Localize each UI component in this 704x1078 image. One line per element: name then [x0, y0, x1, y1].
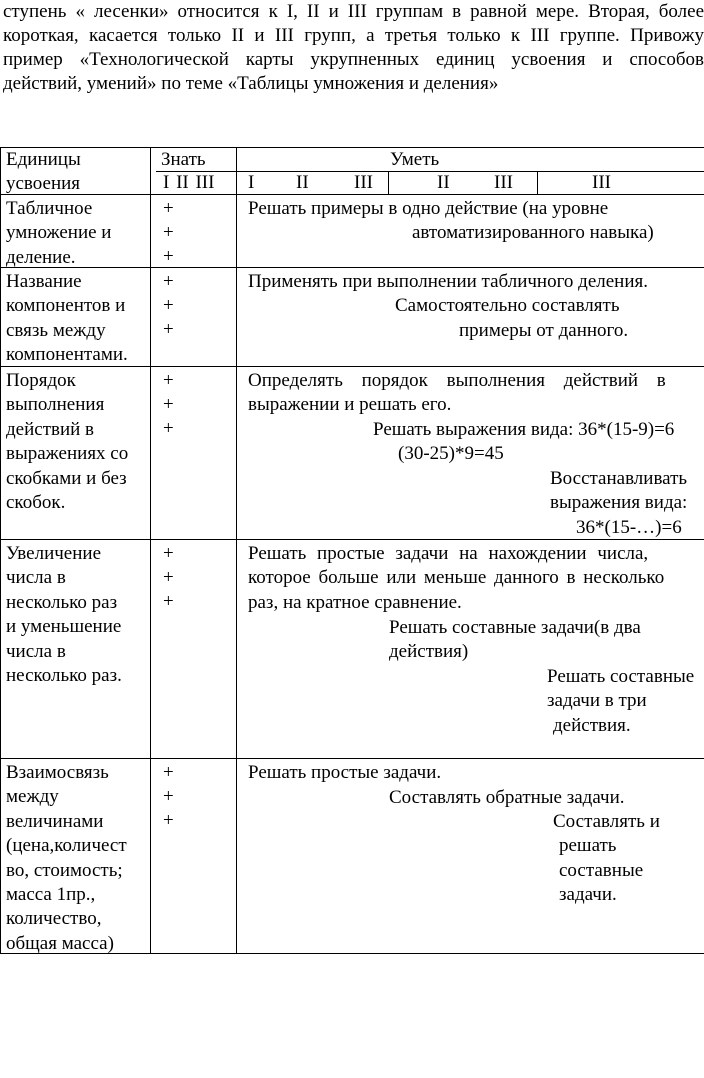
row-skill-step-1: Применять при выполнении табличного деления. — [248, 271, 648, 292]
row-skill-step-3: Составлять и решать составные задачи. — [553, 811, 660, 906]
intro-line: действий, умений» по теме «Таблицы умножения и деления» — [3, 73, 499, 94]
row-skill-step-1: Решать простые задачи на нахождении числа, которое больше или меньше данного в несколько раз, на кратное сравнение. — [248, 543, 665, 613]
row-skill-step-2: Решать составные задачи(в два действия) — [389, 617, 641, 663]
header-units: Единицы усвоения — [6, 149, 81, 195]
row-unit: Порядок выполнения действий в выражениях со скобками и без скобок. — [6, 370, 129, 513]
row-skill-step-2: Самостоятельно составлять — [395, 295, 620, 316]
row-know-marks: + + + — [163, 762, 175, 831]
row-skill-step-2: Решать выражения вида: 36*(15-9)=6 (30-25)*9=45 — [373, 419, 675, 465]
intro-line: ступень « лесенки» относится к I, II и III группам в равной мере. Вторая, более — [3, 1, 704, 22]
header-group-label: I — [248, 172, 255, 193]
header-know-groups: I II III — [163, 172, 215, 193]
row-skill-step-1: Определять порядок выполнения действий в выражении и решать его. — [248, 370, 666, 416]
header-group-label: II — [296, 172, 309, 193]
intro-line: короткая, касается только II и III групп, а третья только к III группе. Привожу — [3, 25, 704, 46]
row-unit: Увеличение числа в несколько раз и уменьшение числа в несколько раз. — [6, 543, 122, 686]
row-know-marks: + + + — [163, 543, 175, 612]
header-group-label: III — [494, 172, 513, 193]
row-skill-step-3: Восстанавливать выражения вида: 36*(15-…)=6 — [550, 468, 688, 538]
row-skill-step-1: Решать простые задачи. — [248, 762, 442, 783]
row-skill-step-2: Составлять обратные задачи. — [389, 787, 625, 808]
header-skills: Уметь — [390, 149, 440, 170]
row-skill-step-1: Решать примеры в одно действие (на уровне — [248, 198, 609, 219]
intro-line: пример «Технологической карты укрупненных единиц усвоения и способов — [3, 49, 704, 70]
header-group-label: III — [354, 172, 373, 193]
header-know: Знать — [161, 149, 206, 170]
row-know-marks: + + + — [163, 271, 175, 340]
row-know-marks: + + + — [163, 370, 175, 439]
header-group-label: II — [437, 172, 450, 193]
row-unit: Табличное умножение и деление. — [6, 198, 112, 268]
row-unit: Название компонентов и связь между компонентами. — [6, 271, 128, 366]
row-skill-step-2: автоматизированного навыка) — [412, 222, 654, 243]
row-skill-step-3: примеры от данного. — [459, 320, 629, 341]
row-skill-step-3: Решать составные задачи в три действия. — [547, 666, 695, 736]
row-know-marks: + + + — [163, 198, 175, 267]
header-group-label: III — [592, 172, 611, 193]
row-unit: Взаимосвязь между величинами (цена,количест во, стоимость; масса 1пр., количество, общая масса) — [6, 762, 127, 954]
